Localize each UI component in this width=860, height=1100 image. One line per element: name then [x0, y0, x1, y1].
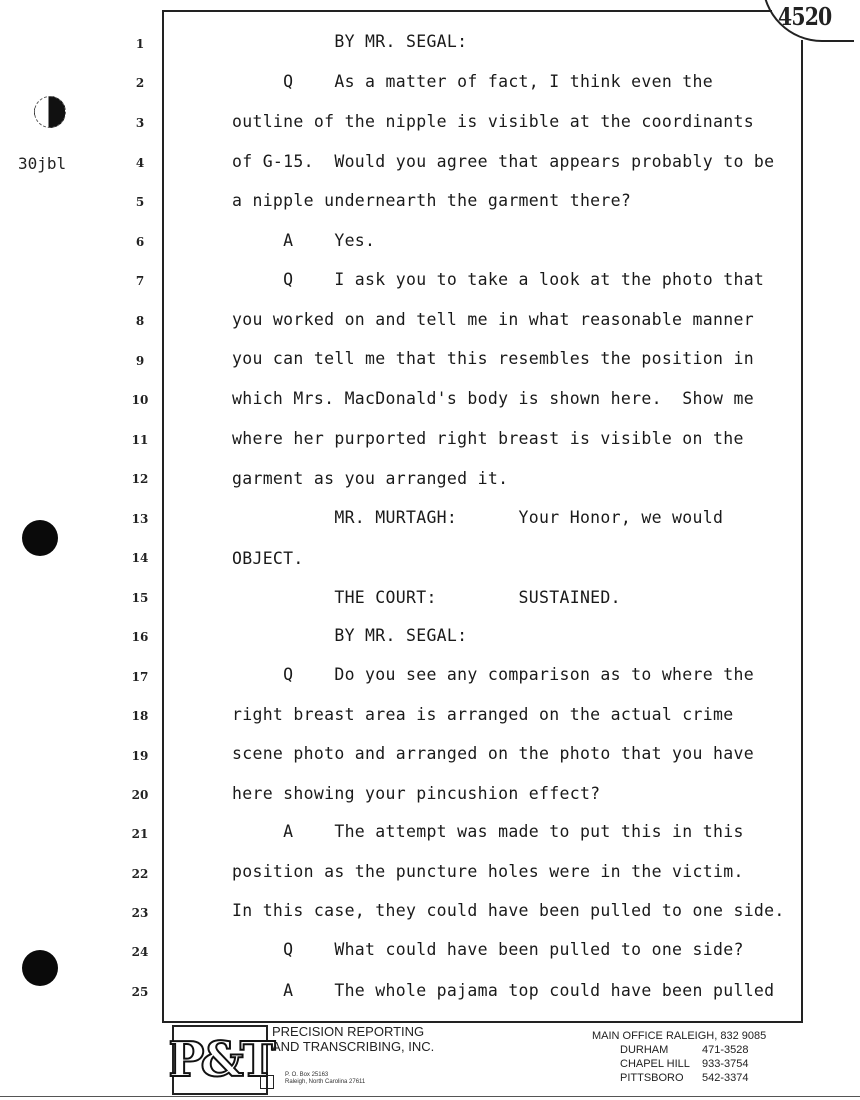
line-number: 3: [135, 116, 145, 130]
transcript-line: you worked on and tell me in what reasonable manner: [232, 310, 754, 329]
line-number: 22: [131, 867, 149, 881]
address-line: P. O. Box 25163: [285, 1072, 329, 1078]
transcript-line: outline of the nipple is visible at the coordinants: [232, 112, 754, 131]
company-address: [285, 1072, 365, 1086]
office-phone: 542-3374: [702, 1072, 749, 1084]
page-frame-top: [162, 10, 772, 12]
line-number: 4: [135, 156, 145, 170]
transcript-line: position as the puncture holes were in the victim.: [232, 862, 744, 881]
margin-mark: [34, 96, 66, 128]
line-number: 7: [135, 274, 145, 288]
transcript-line: A The attempt was made to put this in this: [232, 822, 744, 841]
transcript-line: here showing your pincushion effect?: [232, 784, 601, 803]
transcript-line: THE COURT: SUSTAINED.: [232, 588, 621, 607]
line-number: 24: [131, 945, 149, 959]
transcript-line: Q I ask you to take a look at the photo that: [232, 270, 765, 289]
transcript-line: OBJECT.: [232, 549, 304, 568]
main-office-label: MAIN OFFICE RALEIGH, 832 9085: [592, 1030, 767, 1042]
line-number: 18: [131, 709, 149, 723]
transcript-line: MR. MURTAGH: Your Honor, we would: [232, 508, 724, 527]
office-phone: 471-3528: [702, 1044, 749, 1056]
transcript-line: a nipple undernearth the garment there?: [232, 191, 632, 210]
transcript-line: BY MR. SEGAL:: [232, 32, 468, 51]
company-name-line: PRECISION REPORTING: [272, 1024, 425, 1039]
company-name: [272, 1024, 434, 1054]
transcript-border-bottom: [162, 1021, 803, 1023]
line-number: 16: [131, 630, 149, 644]
office-name: CHAPEL HILL: [620, 1058, 690, 1070]
transcript-line: where her purported right breast is visible on the: [232, 429, 744, 448]
transcript-line: scene photo and arranged on the photo that you have: [232, 744, 754, 763]
line-number: 12: [131, 472, 149, 486]
office-row: [592, 1072, 766, 1086]
line-number: 21: [131, 827, 149, 841]
transcript-line: Q Do you see any comparison as to where the: [232, 665, 754, 684]
office-row: [592, 1058, 766, 1072]
line-number: 11: [131, 433, 149, 447]
line-number: 1: [135, 37, 145, 51]
line-number: 15: [131, 591, 149, 605]
footer-rule: [0, 1096, 860, 1097]
office-phone: 933-3754: [702, 1058, 749, 1070]
office-name: DURHAM: [620, 1044, 669, 1056]
transcript-line: Q What could have been pulled to one side?: [232, 940, 744, 959]
transcript-line: In this case, they could have been pulled to one side.: [232, 901, 785, 920]
line-number: 6: [135, 235, 145, 249]
logo-mark: [260, 1075, 274, 1089]
margin-code: 30jbl: [18, 154, 67, 173]
line-number: 17: [131, 670, 149, 684]
office-phone-list: [592, 1030, 766, 1086]
line-number: 25: [131, 985, 149, 999]
line-number: 20: [131, 788, 149, 802]
address-line: Raleigh, North Carolina 27611: [285, 1079, 366, 1085]
transcript-line: of G-15. Would you agree that appears probably to be: [232, 152, 775, 171]
line-number: 14: [131, 551, 149, 565]
transcript-line: right breast area is arranged on the actual crime: [232, 705, 734, 724]
line-number: 23: [131, 906, 149, 920]
punch-hole: [22, 950, 58, 986]
transcript-border-left: [162, 10, 164, 1022]
office-row: [592, 1044, 766, 1058]
line-number: 19: [131, 749, 149, 763]
transcript-line: garment as you arranged it.: [232, 469, 509, 488]
line-number: 10: [131, 393, 149, 407]
page-number: 4520: [778, 2, 832, 31]
transcript-border-right: [801, 40, 803, 1022]
company-name-line: AND TRANSCRIBING, INC.: [272, 1039, 435, 1054]
line-number: 2: [135, 76, 145, 90]
transcript-line: A The whole pajama top could have been pulled: [232, 981, 775, 1000]
line-number: 9: [135, 354, 145, 368]
transcript-line: which Mrs. MacDonald's body is shown here. Show me: [232, 389, 754, 408]
office-row: [592, 1030, 766, 1044]
punch-hole: [22, 520, 58, 556]
transcript-line: BY MR. SEGAL:: [232, 626, 468, 645]
transcript-line: you can tell me that this resembles the position in: [232, 349, 754, 368]
office-name: PITTSBORO: [620, 1072, 684, 1084]
transcript-line: Q As a matter of fact, I think even the: [232, 72, 713, 91]
line-number: 8: [135, 314, 145, 328]
company-logo: P&T: [172, 1025, 268, 1095]
transcript-line: A Yes.: [232, 231, 376, 250]
line-number: 13: [131, 512, 149, 526]
line-number: 5: [135, 195, 145, 209]
